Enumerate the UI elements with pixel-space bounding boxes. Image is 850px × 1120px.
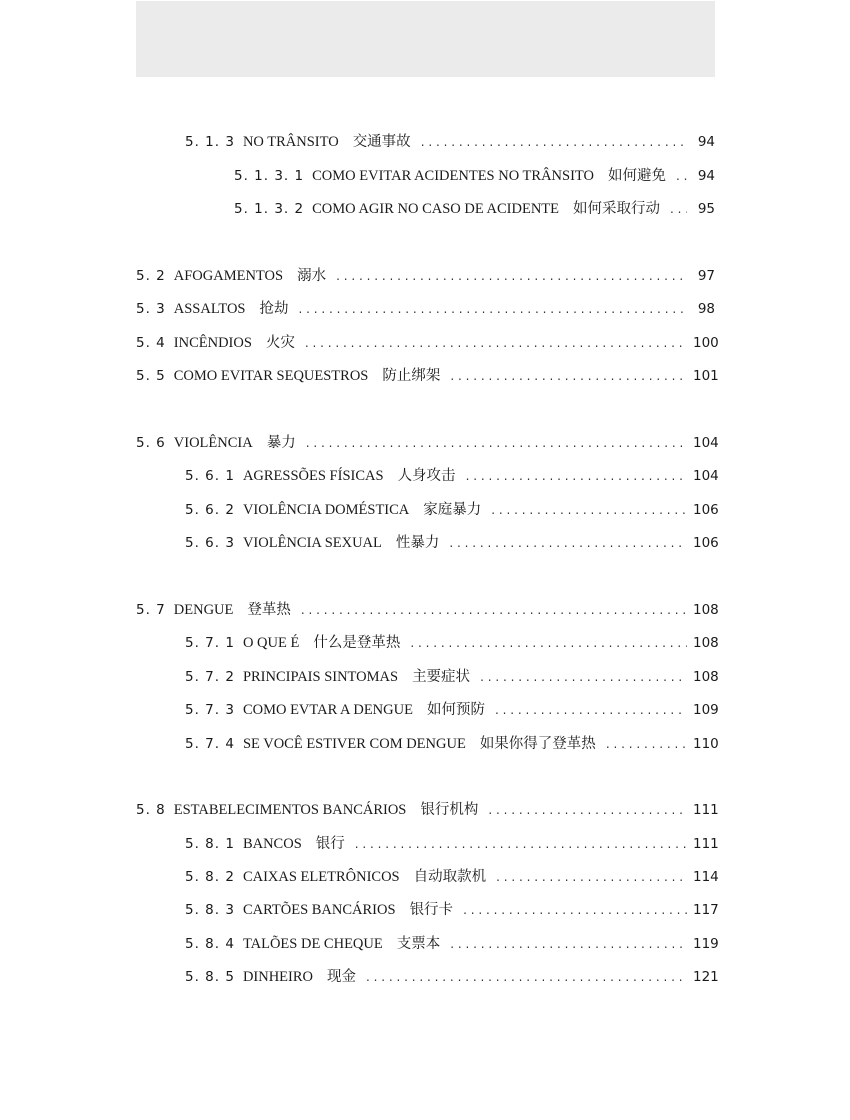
- dot-leader: [496, 866, 687, 888]
- toc-title-chinese: 如何预防: [426, 702, 485, 718]
- toc-title-chinese: 交通事故: [352, 134, 411, 150]
- toc-entry[interactable]: [185, 699, 719, 721]
- toc-number: 5. 8. 2: [185, 869, 235, 885]
- toc-title: VIOLÊNCIA SEXUAL: [242, 535, 382, 551]
- toc-title: AGRESSÕES FÍSICAS: [242, 468, 384, 484]
- toc-title: DINHEIRO: [242, 969, 314, 985]
- toc-number: 5. 1. 3. 1: [234, 168, 305, 184]
- dot-leader: [355, 833, 687, 855]
- toc-title: TALÕES DE CHEQUE: [242, 936, 383, 952]
- dot-leader: [606, 733, 687, 755]
- toc-entry[interactable]: [234, 165, 715, 187]
- toc-title-chinese: 什么是登革热: [313, 635, 401, 651]
- toc-title-chinese: 支票本: [396, 936, 441, 952]
- dot-leader: [450, 933, 687, 955]
- toc-entry[interactable]: [185, 465, 719, 487]
- toc-title-chinese: 主要症状: [412, 669, 471, 685]
- toc-page-number: 98: [697, 301, 715, 317]
- toc-page-number: 110: [693, 736, 719, 752]
- toc-entry[interactable]: [136, 298, 715, 320]
- toc-entry[interactable]: [185, 632, 719, 654]
- toc-title: VIOLÊNCIA: [173, 435, 253, 451]
- toc-page-number: 111: [693, 802, 719, 818]
- toc-number: 5. 3: [136, 301, 166, 317]
- dot-leader: [450, 365, 687, 387]
- toc-number: 5. 2: [136, 268, 166, 284]
- toc-entry[interactable]: [185, 733, 719, 755]
- toc-entry[interactable]: [185, 866, 719, 888]
- toc-title-chinese: 防止绑架: [382, 368, 441, 384]
- dot-leader: [491, 499, 687, 521]
- toc-page-number: 108: [693, 602, 719, 618]
- dot-leader: [305, 332, 687, 354]
- toc-number: 5. 8. 5: [185, 969, 235, 985]
- dot-leader: [480, 666, 687, 688]
- toc-title-chinese: 家庭暴力: [423, 502, 482, 518]
- toc-number: 5. 1. 3. 2: [234, 201, 305, 217]
- toc-entry[interactable]: [136, 265, 715, 287]
- toc-entry[interactable]: [234, 198, 715, 220]
- toc-number: 5. 6. 2: [185, 502, 235, 518]
- toc-page-number: 109: [693, 702, 719, 718]
- toc-page-number: 117: [693, 902, 719, 918]
- toc-title-chinese: 如何采取行动: [573, 201, 661, 217]
- toc-title: VIOLÊNCIA DOMÉSTICA: [242, 502, 410, 518]
- toc-entry[interactable]: [136, 432, 719, 454]
- toc-entry[interactable]: [136, 799, 719, 821]
- toc-title-chinese: 现金: [327, 969, 357, 985]
- toc-number: 5. 7. 2: [185, 669, 235, 685]
- dot-leader: [421, 131, 687, 153]
- dot-leader: [301, 599, 687, 621]
- toc-page-number: 104: [693, 435, 719, 451]
- toc-title: CAIXAS ELETRÔNICOS: [242, 869, 400, 885]
- toc-title-chinese: 人身攻击: [397, 468, 456, 484]
- toc-number: 5. 6. 1: [185, 468, 235, 484]
- toc-number: 5. 1. 3: [185, 134, 235, 150]
- toc-title-chinese: 暴力: [266, 435, 296, 451]
- toc-title-chinese: 银行卡: [409, 902, 454, 918]
- toc-number: 5. 6: [136, 435, 166, 451]
- toc-number: 5. 4: [136, 335, 166, 351]
- toc-number: 5. 5: [136, 368, 166, 384]
- toc-title-chinese: 溺水: [297, 268, 327, 284]
- toc-number: 5. 8. 4: [185, 936, 235, 952]
- toc-title-chinese: 如何避免: [607, 168, 666, 184]
- toc-title: NO TRÂNSITO: [242, 134, 339, 150]
- toc-title: O QUE É: [242, 635, 300, 651]
- toc-number: 5. 7. 1: [185, 635, 235, 651]
- toc-title-chinese: 自动取款机: [413, 869, 487, 885]
- toc-title: DENGUE: [173, 602, 234, 618]
- toc-page-number: 111: [693, 836, 719, 852]
- toc-number: 5. 7. 4: [185, 736, 235, 752]
- page-header-band: [136, 1, 715, 77]
- toc-page-number: 114: [693, 869, 719, 885]
- toc-title: COMO AGIR NO CASO DE ACIDENTE: [312, 201, 560, 217]
- toc-title: COMO EVITAR ACIDENTES NO TRÂNSITO: [312, 168, 594, 184]
- toc-title-chinese: 如果你得了登革热: [479, 736, 596, 752]
- toc-page-number: 101: [693, 368, 719, 384]
- dot-leader: [366, 966, 687, 988]
- dot-leader: [306, 432, 687, 454]
- toc-entry[interactable]: [185, 499, 719, 521]
- toc-title-chinese: 银行: [315, 836, 345, 852]
- toc-entry[interactable]: [185, 131, 715, 153]
- toc-title: COMO EVTAR A DENGUE: [242, 702, 413, 718]
- toc-number: 5. 6. 3: [185, 535, 235, 551]
- toc-entry[interactable]: [136, 365, 719, 387]
- toc-entry[interactable]: [185, 966, 719, 988]
- toc-page-number: 121: [693, 969, 719, 985]
- toc-title: SE VOCÊ ESTIVER COM DENGUE: [242, 736, 466, 752]
- toc-page-number: 119: [693, 936, 719, 952]
- toc-entry[interactable]: [185, 899, 719, 921]
- toc-title-chinese: 银行机构: [420, 802, 479, 818]
- dot-leader: [676, 165, 687, 187]
- toc-title-chinese: 登革热: [247, 602, 291, 618]
- dot-leader: [488, 799, 687, 821]
- toc-page-number: 95: [697, 201, 715, 217]
- toc-title: ASSALTOS: [173, 301, 246, 317]
- toc-page-number: 106: [693, 502, 719, 518]
- toc-number: 5. 8: [136, 802, 166, 818]
- toc-title: PRINCIPAIS SINTOMAS: [242, 669, 399, 685]
- toc-title-chinese: 火灾: [265, 335, 295, 351]
- toc-title: BANCOS: [242, 836, 302, 852]
- toc-title: COMO EVITAR SEQUESTROS: [173, 368, 369, 384]
- dot-leader: [495, 699, 687, 721]
- toc-page-number: 97: [697, 268, 715, 284]
- dot-leader: [466, 465, 687, 487]
- toc-page-number: 100: [693, 335, 719, 351]
- toc-page-number: 94: [697, 168, 715, 184]
- dot-leader: [449, 532, 687, 554]
- toc-page-number: 108: [693, 669, 719, 685]
- toc-title-chinese: 性暴力: [395, 535, 440, 551]
- toc-entry[interactable]: [136, 332, 719, 354]
- dot-leader: [670, 198, 687, 220]
- toc-number: 5. 7: [136, 602, 166, 618]
- toc-title-chinese: 抢劫: [259, 301, 289, 317]
- dot-leader: [336, 265, 687, 287]
- toc-entry[interactable]: [185, 933, 719, 955]
- toc-entry[interactable]: [185, 532, 719, 554]
- toc-title: AFOGAMENTOS: [173, 268, 284, 284]
- toc-number: 5. 7. 3: [185, 702, 235, 718]
- dot-leader: [463, 899, 687, 921]
- toc-page-number: 94: [697, 134, 715, 150]
- toc-entry[interactable]: [136, 599, 719, 621]
- toc-title: INCÊNDIOS: [173, 335, 252, 351]
- dot-leader: [299, 298, 688, 320]
- toc-title: CARTÕES BANCÁRIOS: [242, 902, 396, 918]
- toc-entry[interactable]: [185, 666, 719, 688]
- toc-number: 5. 8. 1: [185, 836, 235, 852]
- toc-number: 5. 8. 3: [185, 902, 235, 918]
- toc-entry[interactable]: [185, 833, 719, 855]
- toc-title: ESTABELECIMENTOS BANCÁRIOS: [173, 802, 407, 818]
- toc-page-number: 108: [693, 635, 719, 651]
- toc-page-number: 106: [693, 535, 719, 551]
- toc-page-number: 104: [693, 468, 719, 484]
- dot-leader: [410, 632, 687, 654]
